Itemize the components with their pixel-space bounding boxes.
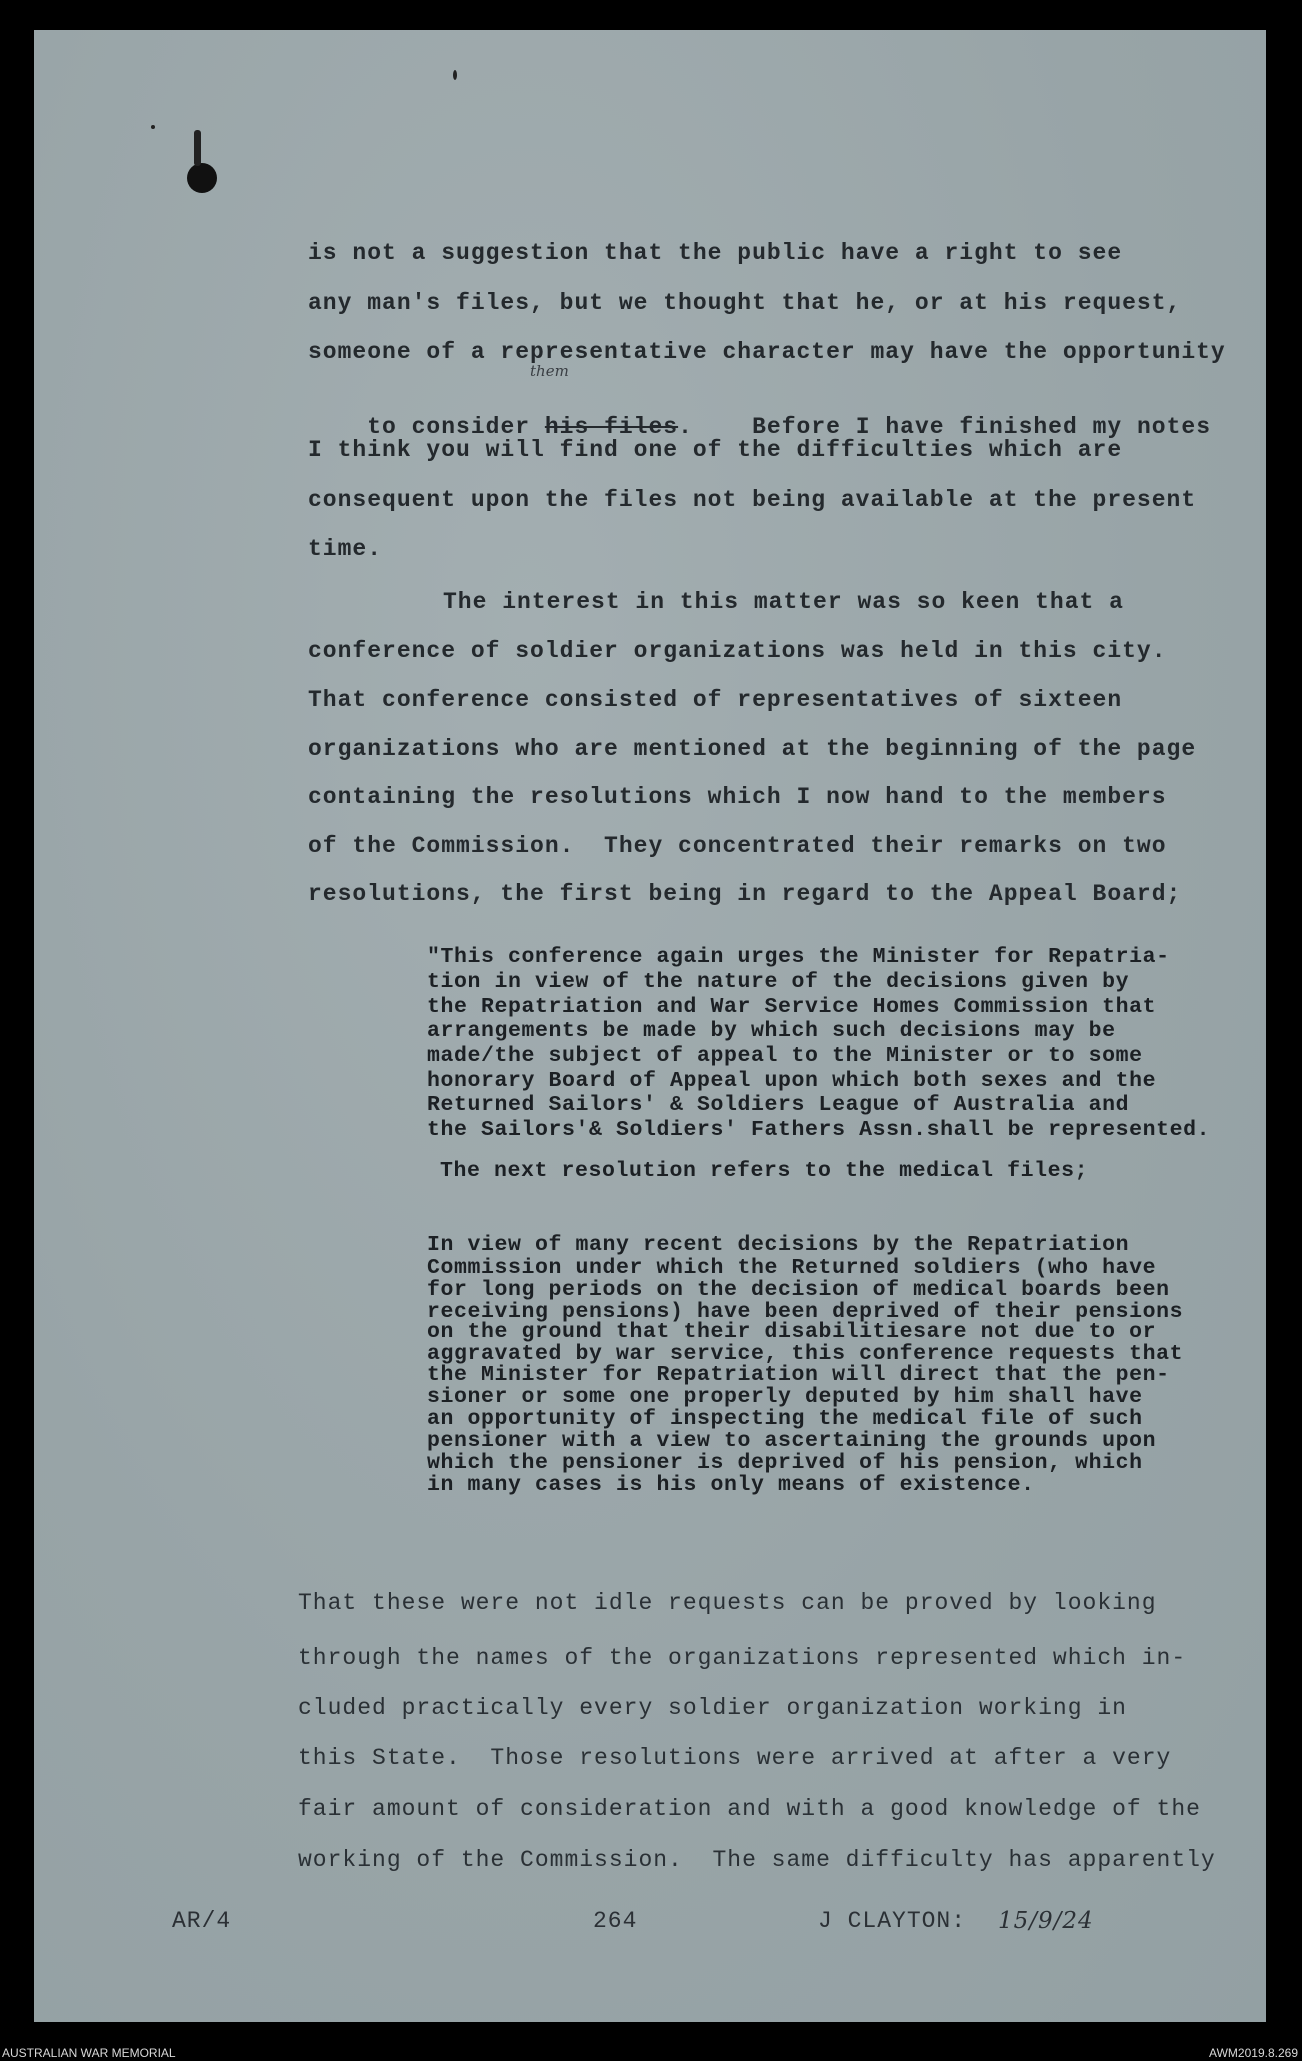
ink-speck xyxy=(194,130,201,166)
text-line: any man's files, but we thought that he, or at his request, xyxy=(308,290,1182,316)
paragraph-1 xyxy=(308,240,1268,562)
archive-item-id: AWM2019.8.269 xyxy=(1209,2046,1298,2060)
text-line: I think you will find one of the difficulties which are xyxy=(308,437,1123,463)
struck-text: his files xyxy=(544,414,679,440)
text-line: sioner or some one properly deputed by him shall have xyxy=(427,1385,1143,1409)
text-line: which the pensioner is deprived of his pension, which xyxy=(427,1451,1143,1475)
text-fragment: Before I have finished my notes xyxy=(752,414,1211,440)
text-line: resolutions, the first being in regard to the Appeal Board; xyxy=(308,881,1182,907)
resolution-1 xyxy=(427,945,1211,1185)
text-line: someone of a representative character may have the opportunity xyxy=(308,339,1226,365)
text-line: consequent upon the files not being available at the present xyxy=(308,487,1197,513)
handwritten-correction: them xyxy=(530,362,569,380)
text-fragment: to consider xyxy=(367,414,545,440)
text-line: for long periods on the decision of medical boards been xyxy=(427,1278,1170,1302)
text-line: time. xyxy=(308,536,383,562)
text-line: honorary Board of Appeal upon which both sexes and the xyxy=(427,1069,1157,1093)
text-line: of the Commission. They concentrated their remarks on two xyxy=(308,833,1167,859)
document-date: 15/9/24 xyxy=(998,1908,1094,1934)
text-line: fair amount of consideration and with a good knowledge of the xyxy=(298,1796,1201,1822)
speaker-name: J CLAYTON: xyxy=(818,1908,967,1934)
reference-code: AR/4 xyxy=(172,1908,232,1934)
archive-caption-bar xyxy=(0,2045,1302,2061)
paragraph-2 xyxy=(308,589,1268,907)
text-line: Returned Sailors' & Soldiers League of Australia and xyxy=(427,1093,1130,1117)
text-line: is not a suggestion that the public have a right to see xyxy=(308,240,1123,266)
text-line: an opportunity of inspecting the medical file of such xyxy=(427,1407,1143,1431)
text-line: arrangements be made by which such decisions may be xyxy=(427,1019,1116,1043)
ink-speck xyxy=(453,70,457,80)
text-line: That conference consisted of representatives of sixteen xyxy=(308,687,1123,713)
text-line: containing the resolutions which I now hand to the members xyxy=(308,784,1167,810)
text-line: working of the Commission. The same difficulty has apparently xyxy=(298,1847,1216,1873)
text-line: Commission under which the Returned soldiers (who have xyxy=(427,1256,1157,1280)
text-line: pensioner with a view to ascertaining the grounds upon xyxy=(427,1429,1157,1453)
text-line: organizations who are mentioned at the beginning of the page xyxy=(308,736,1197,762)
text-line: on the ground that their disabilitiesare not due to or xyxy=(427,1320,1157,1344)
paragraph-3 xyxy=(298,1590,1216,1873)
text-line: The interest in this matter was so keen that a xyxy=(443,589,1124,615)
text-line: The next resolution refers to the medical files; xyxy=(440,1159,1089,1183)
page-number: 264 xyxy=(593,1908,638,1934)
text-line: this State. Those resolutions were arrived at after a very xyxy=(298,1745,1172,1771)
text-line: receiving pensions) have been deprived of their pensions xyxy=(427,1300,1184,1324)
ink-speck xyxy=(151,125,155,129)
text-line: in many cases is his only means of existence. xyxy=(427,1473,1035,1497)
text-line: In view of many recent decisions by the Repatriation xyxy=(427,1233,1130,1257)
text-line: "This conference again urges the Minister for Repatria- xyxy=(427,945,1170,969)
text-line: tion in view of the nature of the decisions given by xyxy=(427,970,1130,994)
archive-institution: AUSTRALIAN WAR MEMORIAL xyxy=(2,2046,176,2060)
text-line: through the names of the organizations represented which in- xyxy=(298,1645,1187,1671)
text-fragment: . xyxy=(678,414,693,440)
text-line: cluded practically every soldier organization working in xyxy=(298,1695,1127,1721)
text-line: made/the subject of appeal to the Minister or to some xyxy=(427,1044,1143,1068)
text-line: That these were not idle requests can be proved by looking xyxy=(298,1590,1157,1616)
text-line: the Repatriation and War Service Homes Commission that xyxy=(427,995,1157,1019)
text-line: the Sailors'& Soldiers' Fathers Assn.shall be represented. xyxy=(427,1118,1211,1142)
text-line: the Minister for Repatriation will direct that the pen- xyxy=(427,1363,1170,1387)
resolution-2 xyxy=(427,1233,1184,1545)
text-line: aggravated by war service, this conference requests that xyxy=(427,1342,1184,1366)
text-line: conference of soldier organizations was held in this city. xyxy=(308,638,1167,664)
punch-hole xyxy=(187,163,217,193)
